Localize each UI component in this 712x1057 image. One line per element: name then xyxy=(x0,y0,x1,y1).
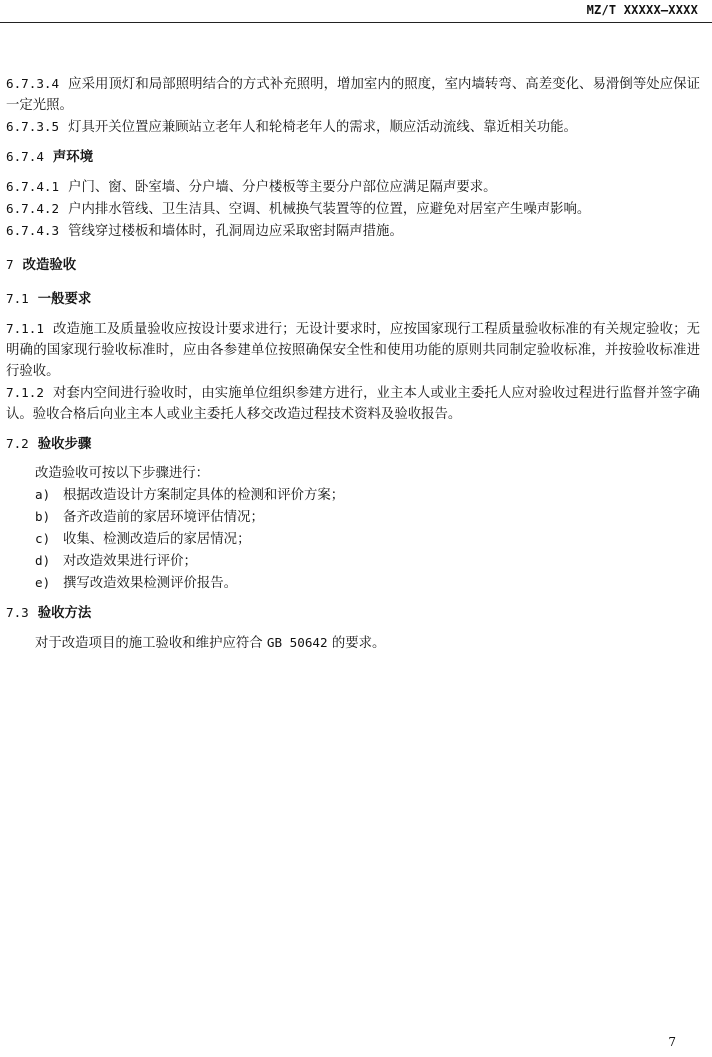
heading-7 xyxy=(6,254,700,276)
clause-text: 户门、窗、卧室墙、分户墙、分户楼板等主要分户部位应满足隔声要求。 xyxy=(68,180,497,195)
clause-number: 6.7.3.4 xyxy=(6,76,60,91)
method-text-before: 对于改造项目的施工验收和维护应符合 xyxy=(35,636,267,651)
page-number: 7 xyxy=(668,1035,676,1049)
list-marker: a) xyxy=(35,487,51,502)
clause-6-7-4-1 xyxy=(6,176,700,198)
list-item-text: 收集、检测改造后的家居情况； xyxy=(63,532,251,547)
list-marker: c) xyxy=(35,531,51,546)
heading-number: 6.7.4 xyxy=(6,149,44,164)
heading-number: 7.1 xyxy=(6,291,29,306)
standard-reference: GB 50642 xyxy=(266,635,328,650)
list-item xyxy=(6,506,700,528)
heading-title: 改造验收 xyxy=(22,258,77,273)
clause-text: 对套内空间进行验收时，由实施单位组织参建方进行，业主本人或业主委托人应对验收过程进行监督并签字确认。验收合格后向业主本人或业主委托人移交改造过程技术资料及验收报告。 xyxy=(6,386,700,422)
clause-6-7-4-2 xyxy=(6,198,700,220)
clause-7-1-2 xyxy=(6,382,700,425)
list-marker: b) xyxy=(35,509,51,524)
list-item-text: 根据改造设计方案制定具体的检测和评价方案； xyxy=(63,488,345,503)
steps-intro: 改造验收可按以下步骤进行： xyxy=(35,466,210,481)
heading-number: 7 xyxy=(6,257,14,272)
acceptance-method-text xyxy=(6,632,700,654)
list-marker: e) xyxy=(35,575,51,590)
clause-7-1-1 xyxy=(6,318,700,382)
heading-title: 一般要求 xyxy=(37,292,92,307)
standard-code-header: MZ/T XXXXX—XXXX xyxy=(586,3,698,17)
clause-number: 6.7.4.1 xyxy=(6,179,60,194)
list-item xyxy=(6,528,700,550)
heading-number: 7.2 xyxy=(6,436,29,451)
document-body xyxy=(6,73,700,654)
heading-title: 验收方法 xyxy=(37,606,92,621)
method-text-after: 的要求。 xyxy=(327,636,386,651)
clause-text: 灯具开关位置应兼顾站立老年人和轮椅老年人的需求，顺应活动流线、靠近相关功能。 xyxy=(68,120,577,135)
list-item xyxy=(6,572,700,594)
list-marker: d) xyxy=(35,553,51,568)
clause-6-7-3-5 xyxy=(6,116,700,138)
clause-text: 户内排水管线、卫生洁具、空调、机械换气装置等的位置，应避免对居室产生噪声影响。 xyxy=(68,202,591,217)
heading-title: 声环境 xyxy=(52,150,94,165)
clause-text: 改造施工及质量验收应按设计要求进行；无设计要求时，应按国家现行工程质量验收标准的有关规定验收；无明确的国家现行验收标准时，应由各参建单位按照确保安全性和使用功能的原则共同制定验收标准，并按验收标准进行验收。 xyxy=(6,322,700,379)
steps-list xyxy=(6,484,700,594)
clause-number: 7.1.2 xyxy=(6,385,44,400)
heading-7-3 xyxy=(6,602,700,624)
heading-7-1 xyxy=(6,288,700,310)
list-item-text: 撰写改造效果检测评价报告。 xyxy=(63,576,238,591)
clause-6-7-4-3 xyxy=(6,220,700,242)
heading-6-7-4 xyxy=(6,146,700,168)
heading-title: 验收步骤 xyxy=(37,437,92,452)
list-item xyxy=(6,484,700,506)
clause-number: 6.7.4.2 xyxy=(6,201,60,216)
list-item-text: 对改造效果进行评价； xyxy=(63,554,197,569)
clause-text: 应采用顶灯和局部照明结合的方式补充照明，增加室内的照度，室内墙转弯、高差变化、易滑倒等处应保证一定光照。 xyxy=(6,77,700,113)
list-item-text: 备齐改造前的家居环境评估情况； xyxy=(63,510,264,525)
clause-number: 7.1.1 xyxy=(6,321,44,336)
header-divider xyxy=(0,22,712,23)
clause-6-7-3-4 xyxy=(6,73,700,116)
list-item xyxy=(6,550,700,572)
heading-number: 7.3 xyxy=(6,605,29,620)
heading-7-2 xyxy=(6,433,700,455)
clause-text: 管线穿过楼板和墙体时，孔洞周边应采取密封隔声措施。 xyxy=(68,224,403,239)
clause-number: 6.7.3.5 xyxy=(6,119,60,134)
clause-number: 6.7.4.3 xyxy=(6,223,60,238)
